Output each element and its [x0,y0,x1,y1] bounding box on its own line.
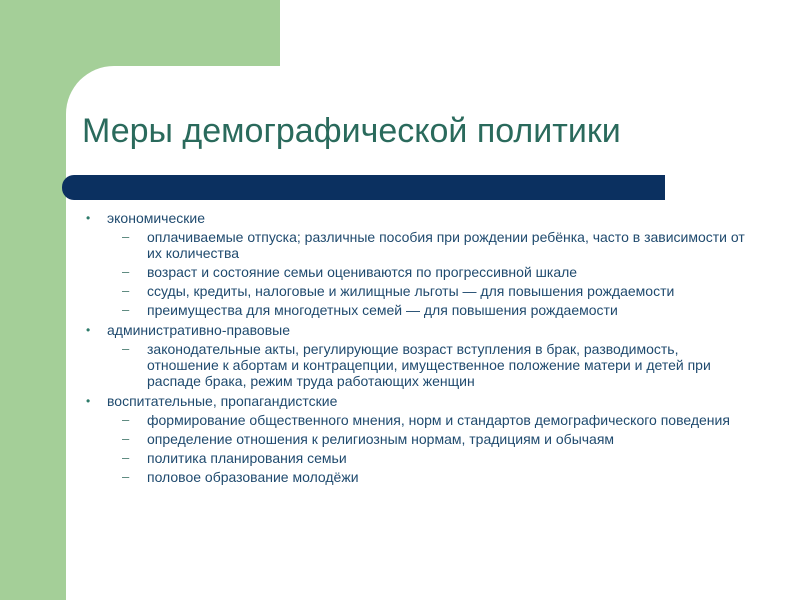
bullet-dot-icon: • [86,394,91,408]
slide-title: Меры демографической политики [82,112,621,150]
list-item-text: определение отношения к религиозным нормам, традициям и обычаям [147,431,615,447]
dash-icon: – [122,264,130,279]
bullet-dot-icon: • [86,323,91,337]
section-heading: воспитательные, пропагандистские [107,393,338,409]
bullet-dot-icon: • [86,211,91,225]
section-educational [86,393,746,409]
section-administrative [86,322,746,338]
list-item [86,229,746,261]
section-heading: экономические [107,210,205,226]
section-economic [86,210,746,226]
list-item-text: формирование общественного мнения, норм и стандартов демографического поведения [147,412,730,428]
list-item [86,283,746,299]
list-item-text: ссуды, кредиты, налоговые и жилищные льготы — для повышения рождаемости [147,283,675,299]
section-heading: административно-правовые [107,322,290,338]
list-item-text: возраст и состояние семьи оцениваются по прогрессивной шкале [147,264,578,280]
list-item [86,469,746,485]
dash-icon: – [122,341,130,356]
list-item [86,302,746,318]
list-item-text: преимущества для многодетных семей — для повышения рождаемости [147,302,618,318]
dash-icon: – [122,283,130,298]
dash-icon: – [122,431,130,446]
list-item [86,264,746,280]
list-item [86,431,746,447]
dash-icon: – [122,302,130,317]
bullet-list [86,206,746,485]
list-item-text: оплачиваемые отпуска; различные пособия при рождении ребёнка, часто в зависимости от их количества [147,229,745,261]
list-item-text: половое образование молодёжи [147,469,359,485]
list-item [86,412,746,428]
dash-icon: – [122,229,130,244]
dash-icon: – [122,412,130,427]
list-item-text: законодательные акты, регулирующие возраст вступления в брак, разводимость, отношение к абортам и контрацепции, имущественное положение матери и детей при распаде брака, режим труда работающих женщин [147,341,711,389]
list-item-text: политика планирования семьи [147,450,347,466]
list-item [86,450,746,466]
title-underline-bar [62,175,665,200]
list-item [86,341,746,389]
dash-icon: – [122,450,130,465]
dash-icon: – [122,469,130,484]
